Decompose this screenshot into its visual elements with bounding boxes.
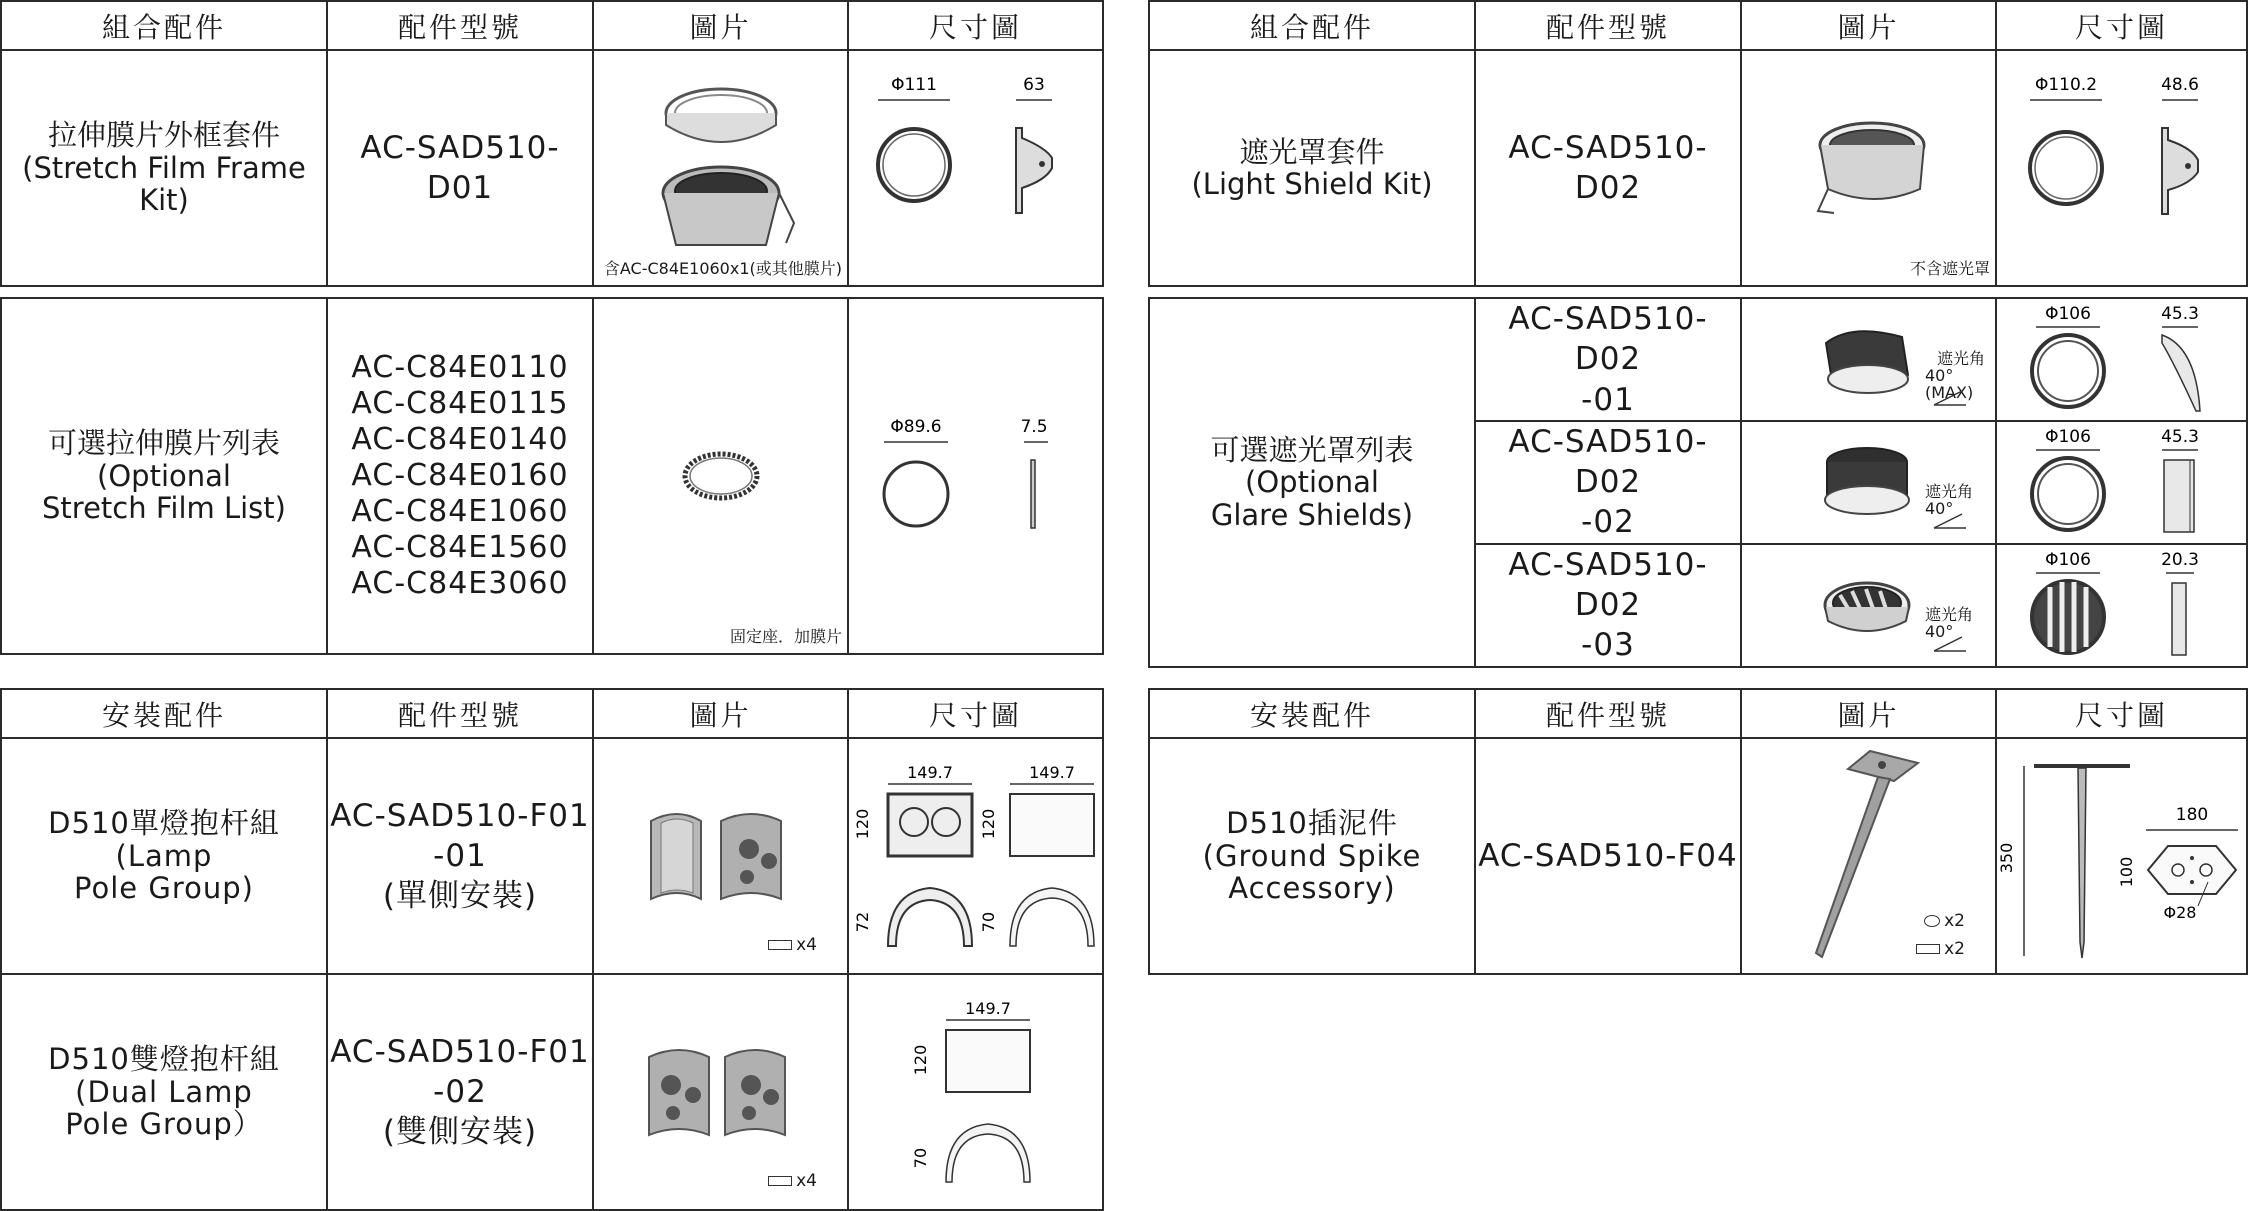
header-accessory: 組合配件	[1149, 1, 1475, 50]
dim-height-1: 120	[852, 808, 872, 840]
glare-shield-01-dimension-drawing	[2004, 303, 2240, 415]
dim-height-1: 120	[910, 1044, 930, 1076]
model-note: (單側安裝)	[382, 878, 538, 915]
dimension-cell	[848, 50, 1103, 286]
model-cell	[327, 738, 593, 974]
model-cell	[327, 50, 593, 286]
header-model: 配件型號	[1475, 689, 1741, 738]
screw-quantity	[768, 1171, 817, 1191]
header-accessory: 安裝配件	[1, 689, 327, 738]
glare-shield-list-table	[1148, 297, 2248, 668]
light-shield-kit-dimension-drawing	[2004, 68, 2240, 268]
accessory-name-zh: 可選拉伸膜片列表	[47, 426, 280, 461]
install-accessories-table-right	[1148, 688, 2248, 975]
dim-depth: 45.3	[2160, 427, 2199, 448]
model-cell	[327, 974, 593, 1210]
dim-width: 149.7	[964, 999, 1011, 1018]
dim-depth: 45.3	[2160, 304, 2199, 325]
shield-angle-text: 遮光角	[1937, 349, 1986, 368]
dim-width-2: 149.7	[1028, 763, 1075, 782]
dim-width: 180	[2175, 805, 2208, 825]
dim-height-2: 120	[978, 808, 998, 840]
glare-shield-03-dimension-drawing	[2004, 549, 2240, 661]
picture-cell	[593, 738, 848, 974]
accessory-name-line2: (Ground Spike	[1202, 838, 1422, 873]
accessory-name-line1: D510單燈抱杆組	[48, 806, 280, 841]
model-number: AC-SAD510-D02	[1508, 301, 1708, 378]
header-model: 配件型號	[327, 689, 593, 738]
dim-depth: 20.3	[2160, 550, 2199, 571]
picture-cell	[593, 298, 848, 654]
accessory-name-cell	[1, 738, 327, 974]
shield-angle-max: 40°(MAX)	[1925, 365, 1974, 402]
dim-height: 350	[1996, 842, 2016, 874]
model-cell	[1475, 544, 1741, 667]
model-number: AC-SAD510-D02	[1508, 423, 1708, 501]
accessory-name-line3: Accessory)	[1228, 871, 1396, 906]
dim-depth: 48.6	[2160, 75, 2199, 95]
dim-height-4: 70	[978, 911, 998, 933]
dual-pole-clamp-dimension-drawing	[876, 992, 1076, 1192]
nut-icon	[1924, 915, 1940, 927]
accessory-name-en: (Stretch Film Frame Kit)	[22, 150, 306, 218]
frame-kit-illustration	[636, 73, 806, 263]
screw-quantity	[768, 935, 817, 955]
header-accessory: 組合配件	[1, 1, 327, 50]
single-pole-clamp-illustration	[631, 801, 811, 911]
picture-caption: 含AC-C84E1060x1(或其他膜片)	[603, 259, 842, 278]
dim-height-3: 72	[852, 911, 872, 933]
accessory-name-zh: 遮光罩套件	[1239, 134, 1385, 169]
header-dimension: 尺寸圖	[1996, 689, 2247, 738]
model-suffix: -01	[1581, 381, 1635, 418]
accessory-name-cell	[1, 50, 327, 286]
accessory-name-en: (Light Shield Kit)	[1191, 167, 1433, 201]
screw-quantity	[1916, 939, 1965, 959]
angle-indicator-icon	[1932, 633, 1972, 653]
model-cell	[1475, 298, 1741, 421]
install-accessories-table-left	[0, 688, 1104, 1211]
model-number: AC-C84E1060	[351, 494, 569, 529]
header-dimension: 尺寸圖	[848, 1, 1103, 50]
accessory-name-line1: D510雙燈抱杆組	[48, 1042, 280, 1077]
dim-height-2: 70	[910, 1147, 930, 1169]
ground-spike-dimension-drawing	[1996, 746, 2242, 966]
angle-indicator-icon	[1932, 510, 1972, 530]
accessory-name-cell	[1149, 298, 1475, 667]
frame-kit-dimension-drawing	[856, 68, 1096, 268]
header-model: 配件型號	[327, 1, 593, 50]
accessory-name-cell	[1149, 50, 1475, 286]
model-number: AC-C84E0140	[351, 422, 569, 457]
accessory-name-en: (Optional Stretch Film List)	[42, 458, 286, 526]
model-suffix: -01	[433, 837, 487, 874]
picture-cell	[1741, 298, 1996, 421]
dim-diameter: Φ111	[890, 75, 937, 95]
picture-cell	[1741, 421, 1996, 544]
model-cell	[1475, 50, 1741, 286]
screw-quantity-text: x2	[1944, 939, 1965, 959]
combo-accessories-table-left	[0, 0, 1104, 287]
screw-icon	[768, 1176, 792, 1186]
model-suffix: -02	[433, 1073, 487, 1110]
model-list-cell	[327, 298, 593, 654]
dimension-cell	[1996, 298, 2247, 421]
dimension-cell	[1996, 738, 2247, 974]
dim-width-1: 149.7	[906, 763, 953, 782]
dimension-cell	[848, 298, 1103, 654]
shield-angle-text: 遮光角40°	[1925, 481, 1974, 518]
picture-cell	[1741, 738, 1996, 974]
glare-shield-01-illustration	[1812, 313, 1922, 403]
screw-icon	[1916, 944, 1940, 954]
model-number: AC-C84E0115	[351, 386, 569, 421]
picture-cell	[1741, 50, 1996, 286]
dimension-cell	[1996, 421, 2247, 544]
header-picture: 圖片	[593, 689, 848, 738]
dim-depth: 63	[1022, 75, 1045, 95]
dimension-cell	[1996, 50, 2247, 286]
accessory-name-line3: Pole Group)	[74, 871, 254, 906]
model-number: AC-C84E3060	[351, 566, 569, 601]
ground-spike-illustration	[1782, 747, 1932, 967]
shield-angle-text: 遮光角40°	[1925, 604, 1974, 641]
header-accessory: 安裝配件	[1149, 689, 1475, 738]
model-number: AC-SAD510-D02	[1508, 129, 1708, 206]
nut-quantity-text: x2	[1944, 911, 1965, 931]
header-model: 配件型號	[1475, 1, 1741, 50]
picture-cell	[1741, 544, 1996, 667]
model-cell	[1475, 738, 1741, 974]
accessory-name-cell	[1149, 738, 1475, 974]
picture-caption: 固定座．加膜片	[729, 627, 842, 646]
accessory-name-line1: D510插泥件	[1226, 806, 1398, 841]
accessory-name-line2: (Lamp	[115, 838, 213, 873]
combo-accessories-table-right	[1148, 0, 2248, 287]
model-number: AC-C84E0160	[351, 458, 569, 493]
nut-quantity	[1924, 911, 1965, 931]
dimension-cell	[848, 974, 1103, 1210]
screw-icon	[768, 940, 792, 950]
accessory-name-zh: 拉伸膜片外框套件	[47, 118, 280, 153]
model-number: AC-SAD510-F01	[330, 1033, 590, 1070]
dimension-cell	[1996, 544, 2247, 667]
light-shield-kit-illustration	[1794, 113, 1944, 223]
accessory-name-en: (Optional Glare Shields)	[1210, 465, 1414, 532]
model-suffix: -03	[1581, 627, 1635, 664]
picture-cell	[593, 50, 848, 286]
dim-diameter: Φ106	[2044, 550, 2091, 571]
picture-cell	[593, 974, 848, 1210]
header-picture: 圖片	[1741, 689, 1996, 738]
model-cell	[1475, 421, 1741, 544]
model-number: AC-C84E0110	[351, 350, 569, 385]
single-pole-clamp-dimension-drawing	[850, 756, 1102, 956]
model-suffix: -02	[1581, 504, 1635, 541]
model-number: AC-SAD510-D01	[360, 129, 560, 206]
stretch-film-ring-illustration	[671, 436, 771, 516]
header-picture: 圖片	[593, 1, 848, 50]
model-note: (雙側安裝)	[382, 1114, 538, 1151]
angle-indicator-icon	[1932, 387, 1972, 407]
dual-pole-clamp-illustration	[631, 1037, 811, 1147]
dimension-cell	[848, 738, 1103, 974]
stretch-film-dimension-drawing	[856, 416, 1096, 536]
accessory-name-zh: 可選遮光罩列表	[1210, 432, 1414, 467]
model-number: AC-SAD510-F01	[330, 797, 590, 834]
glare-shield-02-dimension-drawing	[2004, 426, 2240, 538]
header-picture: 圖片	[1741, 1, 1996, 50]
header-dimension: 尺寸圖	[848, 689, 1103, 738]
model-number: AC-C84E1560	[351, 530, 569, 565]
accessory-name-line2: (Dual Lamp	[75, 1074, 253, 1109]
model-number: AC-SAD510-D02	[1508, 546, 1708, 624]
dim-diameter: Φ110.2	[2034, 75, 2097, 95]
dim-diameter: Φ106	[2044, 304, 2091, 325]
glare-shield-02-illustration	[1812, 436, 1922, 526]
dim-plate-height: 100	[2116, 856, 2136, 888]
model-number: AC-SAD510-F04	[1478, 837, 1738, 874]
screw-quantity-text: x4	[796, 1171, 817, 1191]
dim-diameter: Φ106	[2044, 427, 2091, 448]
header-dimension: 尺寸圖	[1996, 1, 2247, 50]
accessory-name-cell	[1, 974, 327, 1210]
picture-caption: 不含遮光罩	[1909, 259, 1990, 278]
accessory-name-line3: Pole Group）	[65, 1107, 263, 1142]
dim-diameter: Φ89.6	[889, 417, 942, 437]
glare-shield-03-illustration	[1812, 561, 1922, 651]
dim-hole-diameter: Φ28	[2163, 903, 2196, 922]
screw-quantity-text: x4	[796, 935, 817, 955]
stretch-film-list-table	[0, 297, 1104, 655]
accessory-name-cell	[1, 298, 327, 654]
dim-depth: 7.5	[1019, 417, 1048, 437]
